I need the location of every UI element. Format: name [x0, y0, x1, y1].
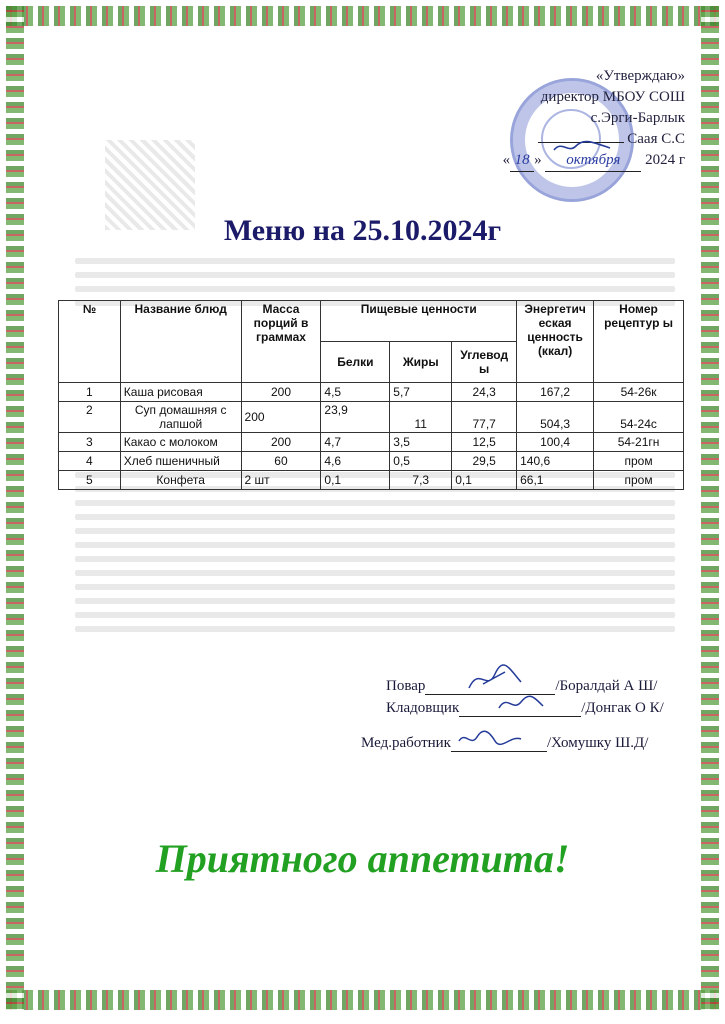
table-row: [59, 433, 684, 452]
table-row: [59, 383, 684, 402]
row-protein: 4,6: [321, 452, 390, 471]
medic-name: /Хомушку Ш.Д/: [546, 735, 649, 751]
medic-signature-field: [451, 735, 547, 752]
row-carbs: 29,5: [452, 452, 517, 471]
row-energy: 167,2: [517, 383, 594, 402]
row-recipe: пром: [594, 452, 684, 471]
medic-role: Мед.работник: [361, 735, 451, 751]
director-name: Саая С.С: [627, 131, 685, 147]
date-month: октября: [545, 150, 641, 172]
row-protein: 4,7: [321, 433, 390, 452]
row-carbs: 12,5: [452, 433, 517, 452]
row-energy: 100,4: [517, 433, 594, 452]
row-mass: 2 шт: [241, 471, 321, 490]
row-num: 3: [59, 433, 121, 452]
row-dish: Какао с молоком: [120, 433, 241, 452]
row-fat: 11: [390, 402, 452, 433]
row-carbs: 24,3: [452, 383, 517, 402]
approval-director: [503, 129, 685, 150]
row-fat: 5,7: [390, 383, 452, 402]
storekeeper-signature-line: [386, 700, 664, 717]
header-recipe: Номер рецептур ы: [594, 301, 684, 383]
header-fat: Жиры: [390, 342, 452, 383]
storekeeper-signature-field: [459, 700, 581, 717]
row-protein: 23,9: [321, 402, 390, 433]
decorative-border-top: [6, 6, 719, 26]
header-carbs: Углевод ы: [452, 342, 517, 383]
cook-role: Повар: [386, 678, 426, 694]
row-mass: 200: [241, 402, 321, 433]
storekeeper-role: Кладовщик: [386, 700, 460, 716]
date-day: 18: [510, 150, 534, 172]
row-num: 1: [59, 383, 121, 402]
approval-position: директор МБОУ СОШ: [540, 89, 685, 105]
row-energy: 504,3: [517, 402, 594, 433]
row-dish: Конфета: [120, 471, 241, 490]
row-recipe: 54-24с: [594, 402, 684, 433]
page-title: Меню на 25.10.2024г: [223, 214, 502, 247]
row-energy: 66,1: [517, 471, 594, 490]
table-row: [59, 471, 684, 490]
row-protein: 0,1: [321, 471, 390, 490]
row-carbs: 77,7: [452, 402, 517, 433]
approval-date: « 18 » октября 2024 г: [503, 150, 685, 172]
row-recipe: 54-21гн: [594, 433, 684, 452]
closing-wish: Приятного аппетита!: [155, 836, 570, 881]
row-dish: Хлеб пшеничный: [120, 452, 241, 471]
row-mass: 200: [241, 383, 321, 402]
header-energy: Энергетич еская ценность (ккал): [517, 301, 594, 383]
approval-heading: «Утверждаю»: [595, 68, 685, 84]
row-energy: 140,6: [517, 452, 594, 471]
menu-table: [58, 300, 684, 490]
row-dish: Суп домашняя с лапшой: [120, 402, 241, 433]
director-signature-icon: [552, 138, 612, 156]
storekeeper-signature-icon: [493, 688, 553, 718]
date-year: 2024 г: [645, 152, 685, 168]
header-protein: Белки: [321, 342, 390, 383]
header-num: №: [59, 301, 121, 383]
cook-name: /Боралдай А Ш/: [555, 678, 658, 694]
row-recipe: 54-26к: [594, 383, 684, 402]
row-mass: 60: [241, 452, 321, 471]
row-fat: 7,3: [390, 471, 452, 490]
table-row: [59, 452, 684, 471]
row-protein: 4,5: [321, 383, 390, 402]
row-fat: 3,5: [390, 433, 452, 452]
approval-school: с.Эрги-Барлык: [590, 110, 685, 126]
row-num: 5: [59, 471, 121, 490]
row-recipe: пром: [594, 471, 684, 490]
row-dish: Каша рисовая: [120, 383, 241, 402]
approval-block: [503, 66, 685, 172]
row-mass: 200: [241, 433, 321, 452]
row-num: 2: [59, 402, 121, 433]
medic-signature-line: [361, 735, 648, 752]
header-nutrition: Пищевые ценности: [321, 301, 517, 342]
header-dish: Название блюд: [120, 301, 241, 383]
header-mass: Масса порций в граммах: [241, 301, 321, 383]
row-carbs: 0,1: [452, 471, 517, 490]
storekeeper-name: /Донгак О К/: [581, 700, 664, 716]
decorative-border-bottom: [6, 990, 719, 1010]
table-row: [59, 402, 684, 433]
medic-signature-icon: [455, 727, 525, 753]
row-fat: 0,5: [390, 452, 452, 471]
row-num: 4: [59, 452, 121, 471]
